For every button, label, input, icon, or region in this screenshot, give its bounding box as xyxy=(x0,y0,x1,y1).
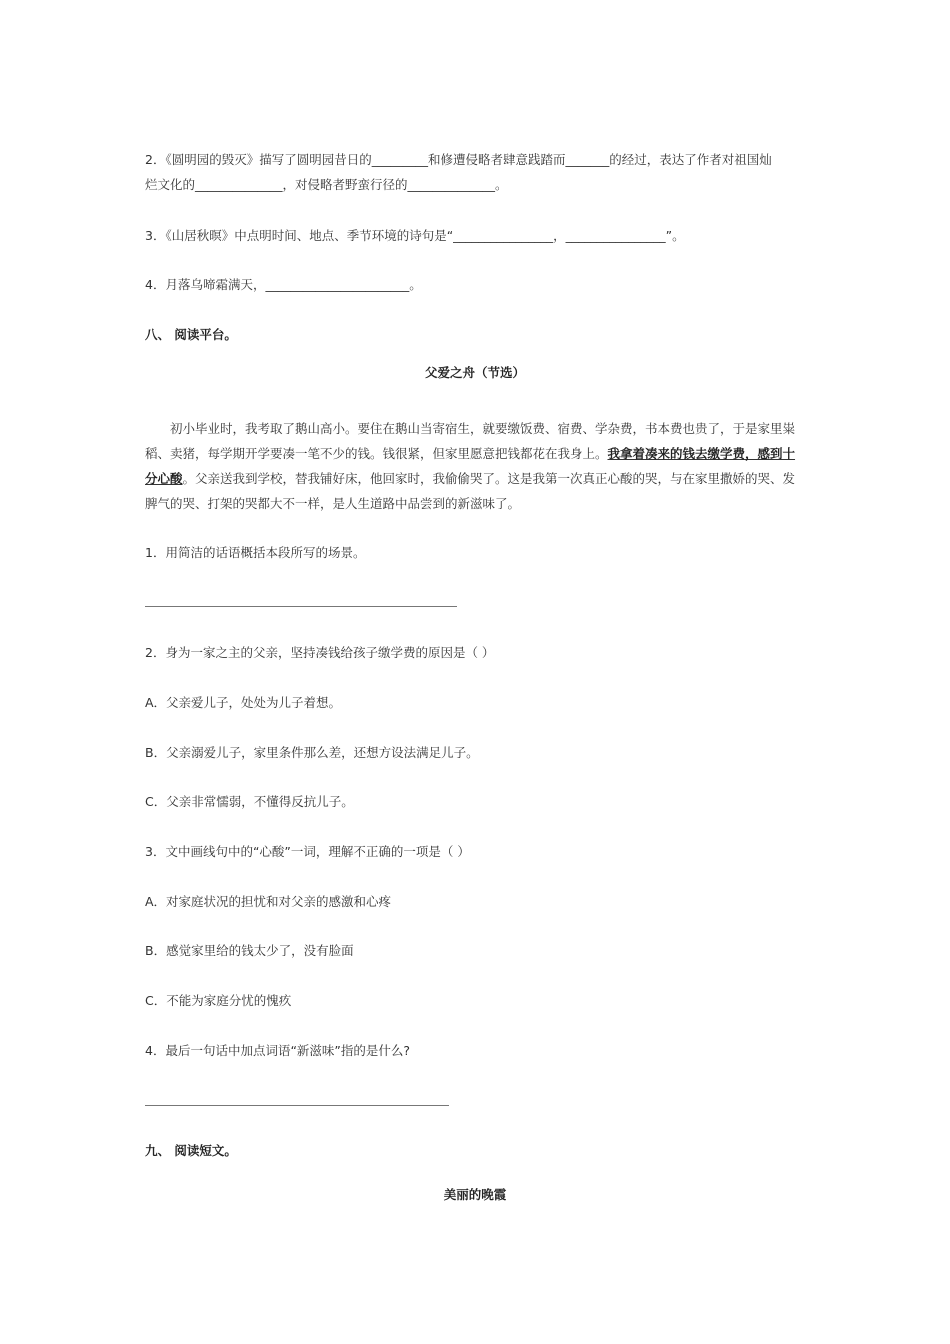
passage-part-2: 。父亲送我到学校，替我铺好床，他回家时，我偷偷哭了。这是我第一次真正心酸的哭，与在家里撒娇的哭、发脾气的哭、打架的哭都大不一样，是人生道路中品尝到的新滋味了。 xyxy=(145,471,796,511)
question-2-line-2: 烂文化的______________，对侵略者野蛮行径的______________。 xyxy=(145,177,508,192)
question-2-line-1: 2．《圆明园的毁灭》描写了圆明园昔日的_________和修遭侵略者肆意践踏而_______的经过，表达了作者对祖国灿 xyxy=(145,152,772,167)
sub-question-4: 4．最后一句话中加点词语“新滋味”指的是什么? xyxy=(145,1043,411,1058)
sub-question-2-option-c: C．父亲非常懦弱，不懂得反抗儿子。 xyxy=(145,794,354,809)
answer-line-4[interactable] xyxy=(145,1105,449,1106)
sub-question-1: 1．用简洁的话语概括本段所写的场景。 xyxy=(145,545,366,560)
sub-question-2-option-b: B．父亲溺爱儿子，家里条件那么差，还想方设法满足儿子。 xyxy=(145,745,479,760)
reading-passage xyxy=(145,416,800,516)
section-8-heading: 八、 阅读平台。 xyxy=(145,327,237,342)
sub-question-2: 2．身为一家之主的父亲，坚持凑钱给孩子缴学费的原因是（ ） xyxy=(145,645,495,660)
underlined-sentence: 我拿着凑来的钱去缴学费，感到十分心酸 xyxy=(145,446,796,486)
sub-question-3-option-b: B．感觉家里给的钱太少了，没有脸面 xyxy=(145,943,354,958)
section-9-title: 美丽的晚霞 xyxy=(443,1187,507,1202)
sub-question-2-option-a: A．父亲爱儿子，处处为儿子着想。 xyxy=(145,695,342,710)
section-8-title: 父爱之舟（节选） xyxy=(424,365,525,380)
passage-part-1: 初小毕业时，我考取了鹅山高小。要住在鹅山当寄宿生，就要缴饭费、宿费、学杂费，书本费也贵了，于是家里粜稻、卖猪，每学期开学要凑一笔不少的钱。钱很紧，但家里愿意把钱都花在我身上。 xyxy=(145,421,796,461)
sub-question-3-option-c: C．不能为家庭分忧的愧疚 xyxy=(145,993,292,1008)
sub-question-3: 3．文中画线句中的“心酸”一词，理解不正确的一项是（ ） xyxy=(145,844,470,859)
section-9-heading: 九、 阅读短文。 xyxy=(145,1143,237,1158)
question-4: 4．月落乌啼霜满天，_______________________。 xyxy=(145,277,422,292)
answer-line-1[interactable] xyxy=(145,606,457,607)
question-3: 3．《山居秋暝》中点明时间、地点、季节环境的诗句是“________________，________________”。 xyxy=(145,228,685,243)
sub-question-3-option-a: A．对家庭状况的担忧和对父亲的感激和心疼 xyxy=(145,894,392,909)
